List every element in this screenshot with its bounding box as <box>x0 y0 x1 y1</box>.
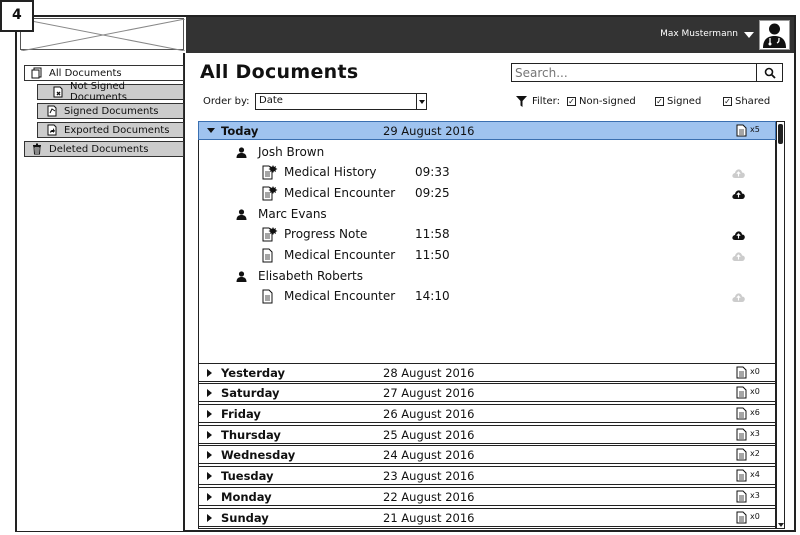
filter-option-label: Shared <box>735 96 771 107</box>
day-name: Today <box>221 124 259 138</box>
list-scrollbar[interactable] <box>776 121 785 529</box>
day-date: 23 August 2016 <box>383 469 475 483</box>
day-name: Yesterday <box>221 366 286 380</box>
document-count: x3 <box>750 429 760 438</box>
day-name: Tuesday <box>221 469 274 483</box>
document-time: 09:25 <box>415 186 450 200</box>
day-group-row[interactable] <box>198 363 776 382</box>
document-title: Progress Note <box>284 227 368 241</box>
cloud-upload-icon[interactable] <box>732 167 745 181</box>
document-count-icon <box>736 490 747 506</box>
document-row[interactable] <box>262 289 762 305</box>
sidebar-item-signed[interactable] <box>37 103 184 119</box>
day-date: 22 August 2016 <box>383 490 475 504</box>
top-bar <box>186 17 794 53</box>
doctor-avatar[interactable] <box>759 20 790 50</box>
signed-document-icon <box>46 105 58 117</box>
document-title: Medical Encounter <box>284 248 396 262</box>
patient-josh-brown[interactable] <box>236 145 324 159</box>
day-group-row[interactable] <box>198 487 776 506</box>
page-title: All Documents <box>200 61 359 83</box>
unsigned-document-icon <box>52 86 64 98</box>
patient-marc-evans[interactable] <box>236 207 327 221</box>
day-group-row[interactable] <box>198 508 776 527</box>
caret-right-icon <box>207 369 212 377</box>
patient-name: Marc Evans <box>258 207 327 221</box>
document-title: Medical Encounter <box>284 289 396 303</box>
cloud-upload-icon[interactable] <box>732 188 745 202</box>
document-count-icon <box>736 124 747 140</box>
document-count-icon <box>736 386 747 402</box>
trash-icon <box>31 143 43 155</box>
checkbox-checked-icon: ✓ <box>656 97 663 106</box>
search-input[interactable] <box>511 63 757 82</box>
filter-shared-checkbox[interactable] <box>723 96 770 107</box>
day-date: 29 August 2016 <box>383 124 475 138</box>
documents-icon <box>31 67 43 79</box>
patient-elisabeth-roberts[interactable] <box>236 269 363 283</box>
caret-right-icon <box>207 493 212 501</box>
document-row[interactable] <box>262 165 762 181</box>
order-by-value: Date <box>259 95 283 106</box>
sidebar-item-exported[interactable] <box>37 122 184 138</box>
filter-icon <box>516 96 527 107</box>
person-icon <box>236 271 248 282</box>
document-count: x4 <box>750 470 760 479</box>
search-icon <box>764 67 776 79</box>
step-badge: 4 <box>0 0 34 32</box>
scroll-down-arrow-icon[interactable] <box>778 523 784 527</box>
scrollbar-thumb[interactable] <box>778 124 783 144</box>
sidebar-item-deleted[interactable] <box>24 141 184 157</box>
chevron-down-icon <box>416 94 426 109</box>
user-name[interactable]: Max Mustermann <box>660 29 738 39</box>
day-group-row[interactable] <box>198 425 776 444</box>
document-count: x0 <box>750 512 760 521</box>
caret-right-icon <box>207 410 212 418</box>
day-name: Monday <box>221 490 272 504</box>
cloud-upload-icon[interactable] <box>732 291 745 305</box>
person-icon <box>236 147 248 158</box>
day-name: Sunday <box>221 511 269 525</box>
document-count-icon <box>736 469 747 485</box>
filter-signed-checkbox[interactable] <box>655 96 701 107</box>
day-group-row[interactable] <box>198 466 776 485</box>
filter-option-label: Non-signed <box>579 96 636 107</box>
day-date: 28 August 2016 <box>383 366 475 380</box>
logo-placeholder-image <box>21 19 185 51</box>
day-date: 21 August 2016 <box>383 511 475 525</box>
unsigned-document-icon <box>262 186 278 204</box>
document-count-icon <box>736 428 747 444</box>
order-by-label: Order by: <box>203 96 250 107</box>
filter-label-group <box>516 96 560 107</box>
filter-option-label: Signed <box>667 96 702 107</box>
search-button[interactable] <box>756 63 783 82</box>
document-count: x2 <box>750 449 760 458</box>
document-count-icon <box>736 366 747 382</box>
cloud-upload-icon[interactable] <box>732 229 745 243</box>
document-count-icon <box>736 407 747 423</box>
document-count-icon <box>736 511 747 527</box>
exported-document-icon <box>46 124 58 136</box>
person-icon <box>236 209 248 220</box>
sidebar-item-label: Signed Documents <box>64 105 159 117</box>
document-count-icon <box>736 448 747 464</box>
document-count: x5 <box>750 125 760 134</box>
document-row[interactable] <box>262 227 762 243</box>
day-date: 26 August 2016 <box>383 407 475 421</box>
sidebar-item-label: Exported Documents <box>64 124 170 136</box>
document-row[interactable] <box>262 186 762 202</box>
document-title: Medical Encounter <box>284 186 396 200</box>
document-count: x0 <box>750 387 760 396</box>
document-row[interactable] <box>262 248 762 264</box>
day-group-row[interactable] <box>198 383 776 402</box>
document-count: x0 <box>750 367 760 376</box>
caret-right-icon <box>207 389 212 397</box>
caret-down-icon <box>207 127 215 133</box>
doctor-icon <box>760 21 789 49</box>
document-count: x6 <box>750 408 760 417</box>
filter-non-signed-checkbox[interactable] <box>567 96 636 107</box>
caret-right-icon <box>207 472 212 480</box>
sidebar-item-label: Deleted Documents <box>49 143 149 155</box>
sidebar-item-all-documents[interactable] <box>24 65 184 81</box>
caret-right-icon <box>207 451 212 459</box>
filter-label: Filter: <box>532 96 560 107</box>
caret-right-icon <box>207 431 212 439</box>
patient-name: Josh Brown <box>258 145 325 159</box>
checkbox-checked-icon: ✓ <box>724 97 731 106</box>
sidebar-item-label: All Documents <box>49 67 122 79</box>
day-date: 27 August 2016 <box>383 386 475 400</box>
order-by-select[interactable] <box>255 93 427 110</box>
document-time: 11:50 <box>415 248 450 262</box>
document-title: Medical History <box>284 165 377 179</box>
day-name: Thursday <box>221 428 281 442</box>
document-icon <box>262 289 278 307</box>
day-date: 24 August 2016 <box>383 448 475 462</box>
document-time: 14:10 <box>415 289 450 303</box>
day-name: Friday <box>221 407 261 421</box>
day-group-today[interactable] <box>198 121 776 140</box>
logo-placeholder <box>20 18 184 50</box>
caret-right-icon <box>207 514 212 522</box>
patient-name: Elisabeth Roberts <box>258 269 364 283</box>
unsigned-document-icon <box>262 227 278 245</box>
sidebar-item-label: Not Signed Documents <box>70 81 128 103</box>
user-menu-caret-icon[interactable] <box>744 32 754 38</box>
day-date: 25 August 2016 <box>383 428 475 442</box>
sidebar-item-not-signed[interactable] <box>37 81 184 103</box>
document-count: x3 <box>750 491 760 500</box>
day-group-row[interactable] <box>198 445 776 464</box>
day-name: Wednesday <box>221 448 296 462</box>
day-name: Saturday <box>221 386 280 400</box>
cloud-upload-icon[interactable] <box>732 250 745 264</box>
document-time: 11:58 <box>415 227 450 241</box>
document-icon <box>262 248 278 266</box>
document-time: 09:33 <box>415 165 450 179</box>
unsigned-document-icon <box>262 165 278 183</box>
day-group-row[interactable] <box>198 404 776 423</box>
checkbox-checked-icon: ✓ <box>568 97 575 106</box>
